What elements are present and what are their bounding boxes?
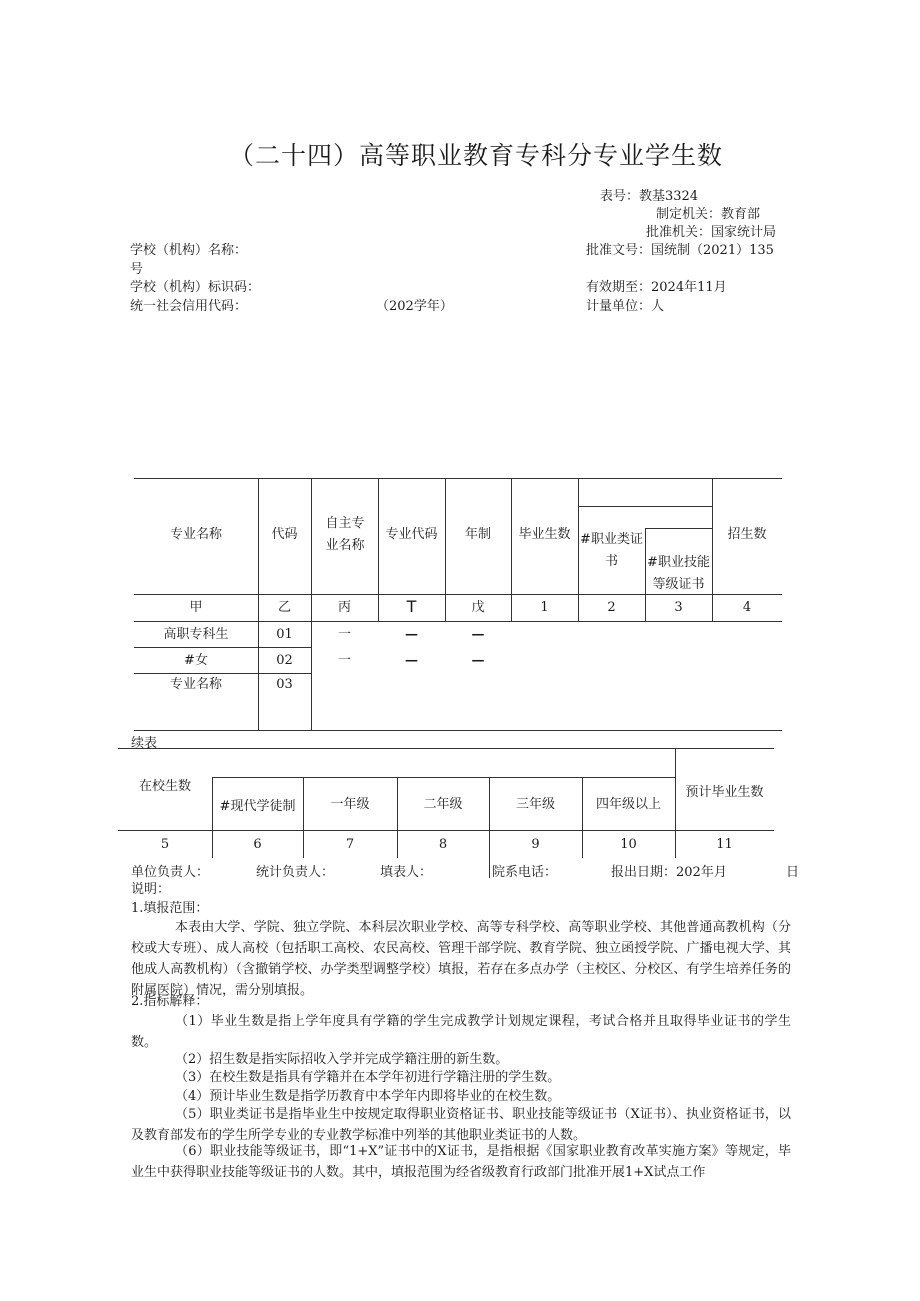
- index-cell: 戊: [471, 600, 485, 615]
- index-cell: 9: [531, 837, 540, 852]
- unit-head-label: 单位负责人：: [131, 865, 210, 880]
- index-cell: 1: [540, 600, 549, 615]
- header-graduates: 毕业生数: [518, 527, 571, 542]
- table-rule: [578, 506, 712, 507]
- not-applicable-mark: —: [471, 627, 485, 642]
- report-day-label: 日: [786, 865, 800, 880]
- school-id-label: 学校（机构）标识码：: [130, 280, 261, 295]
- unit-of-measure: 计量单位：人: [586, 299, 665, 314]
- header-enrolled-students: 在校生数: [138, 779, 191, 794]
- footer-divider: [489, 858, 490, 878]
- table-rule: [134, 647, 311, 648]
- index-cell: 2: [607, 600, 616, 615]
- row-name-female: #女: [184, 653, 208, 668]
- section-1-title: 1.填报范围：: [131, 901, 209, 916]
- header-vocational-cert: #职业类证书: [580, 532, 643, 569]
- header-years: 年制: [464, 527, 491, 542]
- note-item-6: （6）职业技能等级证书，即“1+X”证书中的X证书，是指根据《国家职业教育改革实施方案》等规定，毕业生中获得职业技能等级证书的人数。其中，填报范围为经省级教育行政部门批准开展1+X试点工作: [131, 1144, 791, 1180]
- header-grade-2: 二年级: [423, 797, 463, 812]
- filler-label: 填表人：: [380, 865, 433, 880]
- section-2-title: 2.指标解释：: [131, 994, 209, 1009]
- not-applicable-mark: —: [471, 653, 485, 668]
- approving-authority: 批准机关：国家统计局: [646, 225, 777, 240]
- header-major-name: 专业名称: [169, 527, 222, 542]
- header-grade-1: 一年级: [330, 797, 370, 812]
- row-code: 01: [276, 627, 293, 642]
- index-cell: 5: [160, 837, 170, 852]
- header-major-code: 专业代码: [385, 527, 438, 542]
- not-applicable-mark: 一: [337, 653, 351, 668]
- table-rule: [134, 730, 782, 731]
- row-code: 03: [276, 677, 293, 692]
- credit-code-label: 统一社会信用代码：: [130, 299, 248, 314]
- header-code: 代码: [271, 527, 298, 542]
- continued-table-label: 续表: [131, 736, 158, 751]
- note-item-1: （1）毕业生数是指上学年度具有学籍的学生完成教学计划规定课程，考试合格并且取得毕业证书的学生数。: [131, 1014, 791, 1050]
- section-1-body: 本表由大学、学院、独立学院、本科层次职业学校、高等专科学校、高等职业学校、其他普通高教机构（分校或大专班）、成人高校（包括职工高校、农民高校、管理干部学院、教育学院、独立函授学院、广播电视大学、其他成人高教机构）（含撤销学校、办学类型调整学校）填报，若存在多点办学（主校区、分校区、有学生培养任务的附属医院）情况，需分别填报。: [131, 920, 791, 998]
- not-applicable-mark: —: [405, 627, 418, 642]
- table-rule: [134, 478, 782, 479]
- school-year: （202学年）: [376, 299, 453, 314]
- header-expected-graduates: 预计毕业生数: [685, 785, 764, 800]
- notes-label: 说明：: [131, 882, 171, 897]
- index-cell: 10: [620, 837, 637, 852]
- stat-head-label: 统计负责人：: [256, 865, 335, 880]
- issuing-authority: 制定机关：教育部: [656, 207, 761, 222]
- form-number: 表号：教基3324: [600, 189, 699, 204]
- index-cell: 8: [438, 837, 448, 852]
- index-cell: 乙: [277, 600, 291, 615]
- index-cell: 7: [345, 837, 355, 852]
- valid-until: 有效期至：2024年11月: [586, 280, 727, 295]
- header-modern-apprenticeship: #现代学徒制: [219, 799, 296, 814]
- note-item-4: （4）预计毕业生数是指学历教育中本学年内即将毕业的在校生数。: [175, 1089, 561, 1104]
- note-item-2: （2）招生数是指实际招收入学并完成学籍注册的新生数。: [175, 1052, 509, 1067]
- note-item-3: （3）在校生数是指具有学籍并在本学年初进行学籍注册的学生数。: [175, 1070, 561, 1085]
- page-title: （二十四）高等职业教育专科分专业学生数: [229, 141, 724, 170]
- index-cell: 3: [674, 600, 683, 615]
- header-enrollment: 招生数: [727, 527, 767, 542]
- not-applicable-mark: 一: [337, 627, 351, 642]
- row-name-major: 专业名称: [169, 677, 222, 692]
- table-rule: [134, 621, 782, 622]
- approval-document-continued: 号: [130, 262, 144, 277]
- note-item-5: （5）职业类证书是指毕业生中按规定取得职业资格证书、职业技能等级证书（X证书）、执业资格证书，以及教育部发布的学生所学专业的专业教学标准中列举的其他职业类证书的人数。: [131, 1107, 791, 1143]
- index-cell: T: [406, 597, 417, 616]
- index-cell: 丙: [337, 600, 351, 615]
- not-applicable-mark: —: [405, 653, 418, 668]
- header-skill-level-cert: #职业技能等级证书: [647, 555, 710, 592]
- index-cell: 6: [253, 837, 262, 852]
- phone-label: 院系电话：: [492, 865, 558, 880]
- school-name-label: 学校（机构）名称：: [130, 243, 248, 258]
- header-grade-3: 三年级: [515, 797, 555, 812]
- report-date-label: 报出日期：202年月: [611, 865, 727, 880]
- index-cell: 4: [742, 600, 752, 615]
- header-grade-4-plus: 四年级以上: [595, 797, 661, 812]
- index-cell: 甲: [189, 600, 203, 615]
- approval-document: 批准文号：国统制（2021）135: [586, 243, 774, 258]
- table-rule: [645, 528, 712, 529]
- table-rule: [212, 777, 675, 778]
- row-code: 02: [276, 653, 293, 668]
- index-cell: 11: [716, 837, 733, 852]
- header-custom-major-name: 自主专业名称: [325, 516, 365, 553]
- row-name-vocational-students: 高职专科生: [163, 627, 229, 642]
